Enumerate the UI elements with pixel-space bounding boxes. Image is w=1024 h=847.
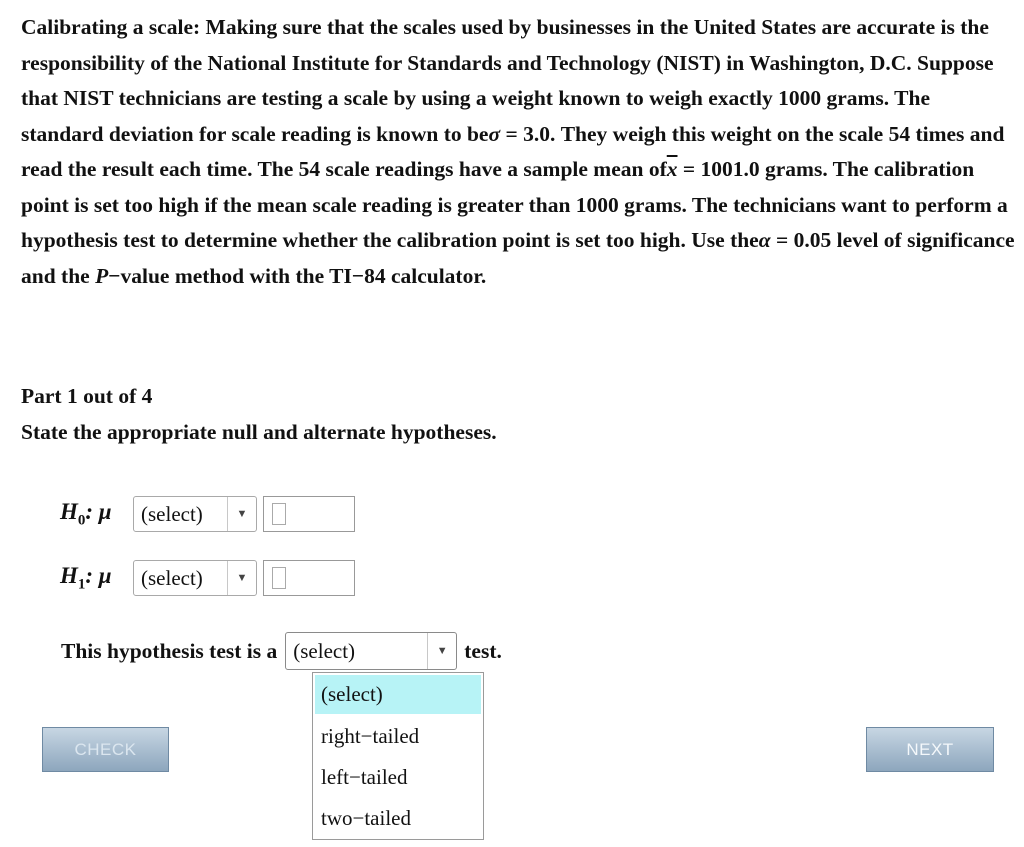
h0-label bbox=[60, 499, 133, 530]
h0-subscript: 0 bbox=[77, 512, 86, 529]
problem-text-1: Calibrating a scale: Making sure that the scales used by businesses in the United States are accurate is the responsibility of the National Institute for Standards and Technology (NIST) in Washington, D.C. Suppose that NIST technicians are testing a scale by using a weight known to weigh exactly 1000 grams. The standard deviation for scale reading is known to be bbox=[21, 15, 994, 146]
chevron-down-icon: ▼ bbox=[227, 561, 256, 595]
h0-symbol: H bbox=[60, 498, 78, 524]
h1-symbol: H bbox=[60, 562, 78, 588]
problem-text-3: = 1001.0 grams. The calibration point is set too high if the mean scale reading is greater than 1000 grams. The technicians want to perform a hypothesis test to determine whether the calibration point is set too high. Use the bbox=[21, 157, 1008, 252]
chevron-down-icon: ▼ bbox=[227, 497, 256, 531]
h0-value-input[interactable] bbox=[263, 496, 355, 532]
test-type-suffix: test. bbox=[464, 638, 502, 663]
xbar-symbol: $\overline{x}$ bbox=[666, 157, 678, 181]
test-type-dropdown-list bbox=[312, 672, 484, 840]
h1-value-input[interactable] bbox=[263, 560, 355, 596]
problem-text-2: = 3.0. They weigh this weight on the scale 54 times and read the result each time. The 54 scale readings have a sample mean of bbox=[21, 121, 1005, 181]
h1-mu: : μ bbox=[85, 562, 112, 588]
h0-operator-select-value: (select) bbox=[141, 501, 203, 526]
sigma-symbol: σ bbox=[488, 121, 501, 146]
h1-row bbox=[60, 560, 355, 596]
h0-mu: : μ bbox=[85, 498, 112, 524]
h0-value-input-caret bbox=[272, 503, 286, 525]
h1-operator-select[interactable] bbox=[133, 560, 257, 596]
dropdown-option-right-tailed[interactable]: right−tailed bbox=[321, 724, 420, 748]
problem-statement bbox=[21, 10, 1016, 294]
dropdown-option-select[interactable]: (select) bbox=[315, 675, 481, 714]
h1-value-input-caret bbox=[272, 567, 286, 589]
check-button[interactable]: CHECK bbox=[42, 727, 169, 772]
alpha-symbol: α bbox=[758, 228, 771, 252]
test-type-row bbox=[61, 632, 502, 670]
h1-operator-select-value: (select) bbox=[141, 565, 203, 590]
part-instruction: State the appropriate null and alternate hypotheses. bbox=[21, 420, 497, 444]
test-type-select[interactable] bbox=[285, 632, 457, 670]
h0-operator-select[interactable] bbox=[133, 496, 257, 532]
h0-row bbox=[60, 496, 355, 532]
p-symbol: P bbox=[95, 263, 109, 288]
chevron-down-icon: ▼ bbox=[427, 633, 456, 669]
dropdown-option-two-tailed[interactable]: two−tailed bbox=[321, 806, 411, 830]
test-type-select-value: (select) bbox=[293, 638, 356, 663]
next-button[interactable]: NEXT bbox=[866, 727, 994, 772]
dropdown-option-left-tailed[interactable]: left−tailed bbox=[321, 765, 408, 789]
h1-label bbox=[60, 563, 133, 594]
problem-text-4: = 0.05 level of significance and the bbox=[21, 228, 1015, 288]
h1-subscript: 1 bbox=[77, 576, 86, 593]
test-type-prefix: This hypothesis test is a bbox=[61, 638, 278, 663]
problem-text-5: −value method with the TI−84 calculator. bbox=[108, 263, 487, 288]
part-label: Part 1 out of 4 bbox=[21, 384, 153, 408]
